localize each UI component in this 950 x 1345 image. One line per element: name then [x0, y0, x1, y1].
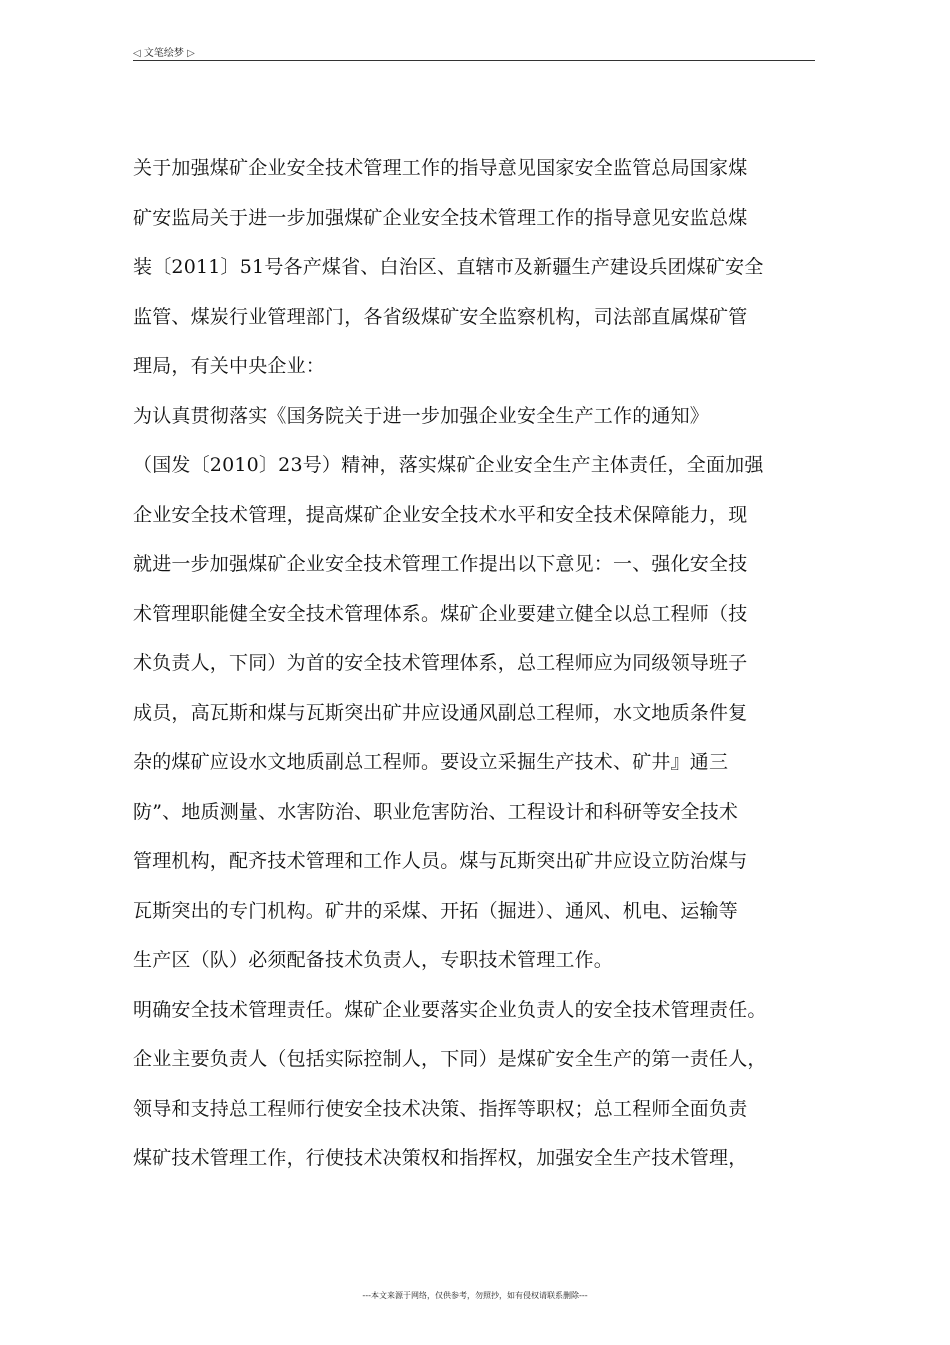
text-line: 企业安全技术管理，提高煤矿企业安全技术水平和安全技术保障能力，现 — [133, 503, 748, 526]
page-footer: ---本文来源于网络，仅供参考，勿照抄，如有侵权请联系删除--- — [362, 1291, 588, 1300]
text-line: 监管、煤炭行业管理部门，各省级煤矿安全监察机构，司法部直属煤矿管 — [133, 305, 748, 328]
text-line: 管理机构，配齐技术管理和工作人员。煤与瓦斯突出矿井应设立防治煤与 — [133, 850, 748, 872]
text-line: 为认真贯彻落实《国务院关于进一步加强企业安全生产工作的通知》 — [133, 404, 710, 427]
left-arrow-icon: ◁ — [133, 48, 141, 59]
text-line: 就进一步加强煤矿企业安全技术管理工作提出以下意见：一、强化安全技 — [133, 553, 748, 575]
body-text — [133, 153, 833, 1193]
text-line: （国发〔2010〕23号）精神，落实煤矿企业安全生产主体责任，全面加强 — [133, 454, 764, 476]
text-line: 关于加强煤矿企业安全技术管理工作的指导意见国家安全监管总局国家煤 — [133, 157, 748, 179]
text-line: 防”、地质测量、水害防治、职业危害防治、工程设计和科研等安全技术 — [133, 800, 739, 823]
text-line: 术负责人，下同）为首的安全技术管理体系，总工程师应为同级领导班子 — [133, 652, 748, 674]
right-arrow-icon: ▷ — [187, 48, 195, 59]
text-line: 术管理职能健全安全技术管理体系。煤矿企业要建立健全以总工程师（技 — [133, 602, 748, 625]
text-line: 瓦斯突出的专门机构。矿井的采煤、开拓（掘进）、通风、机电、运输等 — [133, 899, 738, 922]
text-line: 煤矿技术管理工作，行使技术决策权和指挥权，加强安全生产技术管理， — [133, 1147, 748, 1169]
header-title: 文笔绘梦 — [143, 48, 184, 59]
text-line: 生产区（队）必须配备技术负责人，专职技术管理工作。 — [133, 949, 614, 971]
text-line: 成员，高瓦斯和煤与瓦斯突出矿井应设通风副总工程师，水文地质条件复 — [133, 701, 748, 724]
text-line: 理局，有关中央企业： — [133, 355, 326, 377]
text-line: 明确安全技术管理责任。煤矿企业要落实企业负责人的安全技术管理责任。 — [133, 998, 767, 1021]
text-line: 杂的煤矿应设水文地质副总工程师。要设立采掘生产技术、矿井』通三 — [133, 751, 729, 773]
text-line: 矿安监局关于进一步加强煤矿企业安全技术管理工作的指导意见安监总煤 — [133, 206, 748, 229]
page-header — [133, 44, 195, 59]
text-line: 领导和支持总工程师行使安全技术决策、指挥等职权；总工程师全面负责 — [133, 1097, 748, 1120]
text-line: 装〔2011〕51号各产煤省、白治区、直辖市及新疆生产建设兵团煤矿安全 — [133, 256, 764, 278]
text-line: 企业主要负责人（包括实际控制人，下同）是煤矿安全生产的第一责任人， — [133, 1048, 767, 1070]
header-rule — [133, 60, 815, 61]
